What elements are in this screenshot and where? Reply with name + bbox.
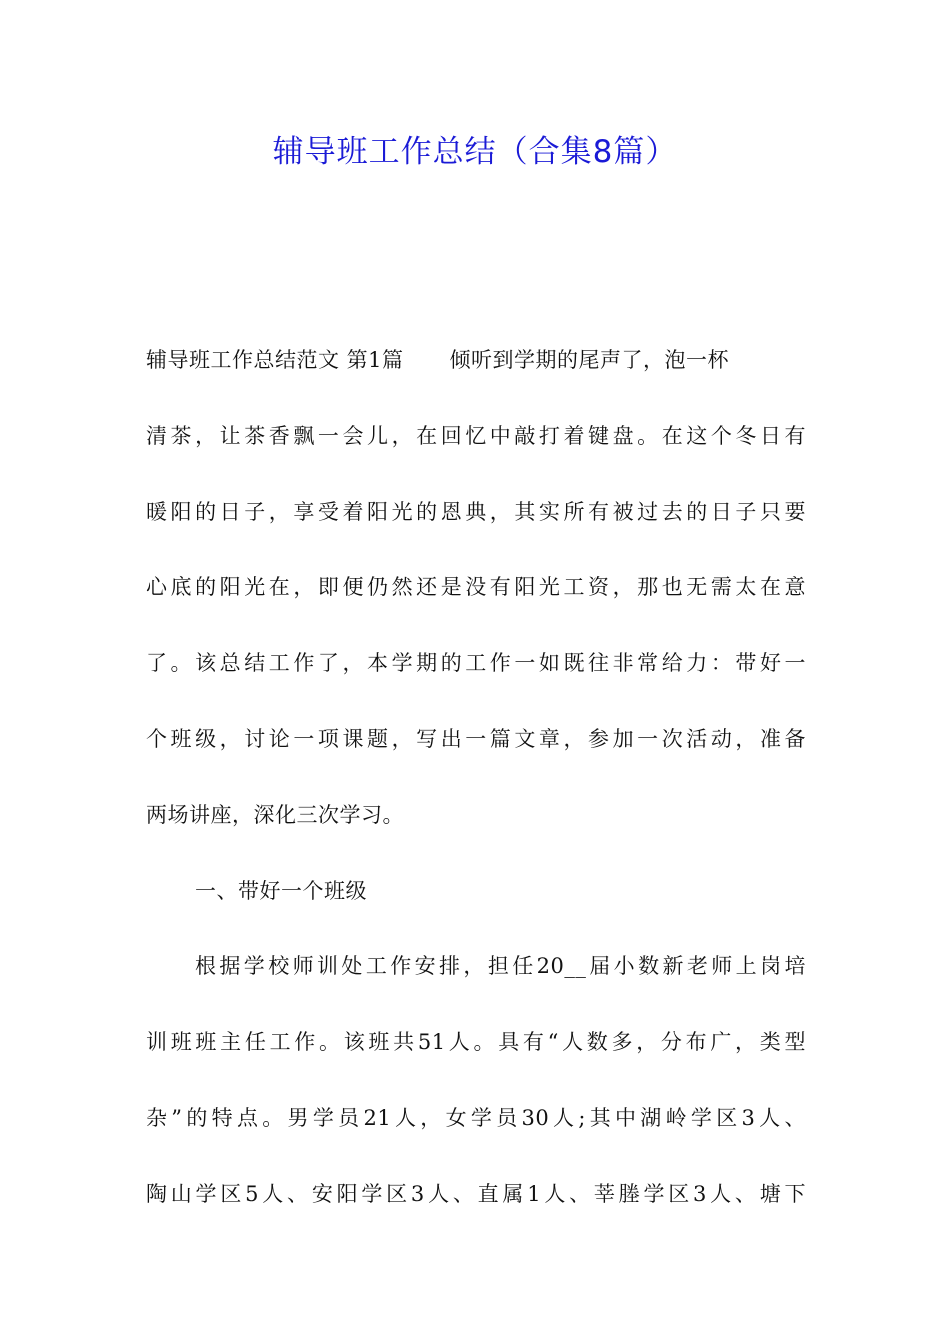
- body-line-2: 清茶，让茶香飘一会儿，在回忆中敲打着键盘。在这个冬日有: [146, 423, 806, 448]
- body-line-6: 个班级，讨论一项课题，写出一篇文章，参加一次活动，准备: [146, 726, 806, 751]
- paragraph-start: 倾听到学期的尾声了，泡一杯: [449, 348, 730, 372]
- article-heading: 辅导班工作总结范文 第1篇: [146, 348, 404, 372]
- body-line-4: 心底的阳光在，即便仍然还是没有阳光工资，那也无需太在意: [146, 575, 806, 600]
- body-line-3: 暖阳的日子，享受着阳光的恩典，其实所有被过去的日子只要: [146, 499, 806, 524]
- section-heading: 一、带好一个班级: [195, 878, 367, 903]
- body-line-12: 陶山学区5人、安阳学区3人、直属1人、莘塍学区3人、塘下: [146, 1181, 806, 1206]
- document-title: 辅导班工作总结（合集8篇）: [272, 134, 678, 170]
- document-body: [146, 333, 806, 1243]
- body-line-7: 两场讲座，深化三次学习。: [146, 802, 404, 827]
- body-line-9: 根据学校师训处工作安排，担任20__届小数新老师上岗培: [195, 954, 806, 979]
- body-line-5: 了。该总结工作了，本学期的工作一如既往非常给力：带好一: [146, 651, 806, 676]
- body-line-1: [146, 333, 806, 409]
- body-line-10: 训班班主任工作。该班共51人。具有“人数多，分布广，类型: [146, 1030, 806, 1055]
- body-line-11: 杂”的特点。男学员21人，女学员30人;其中湖岭学区3人、: [146, 1105, 806, 1130]
